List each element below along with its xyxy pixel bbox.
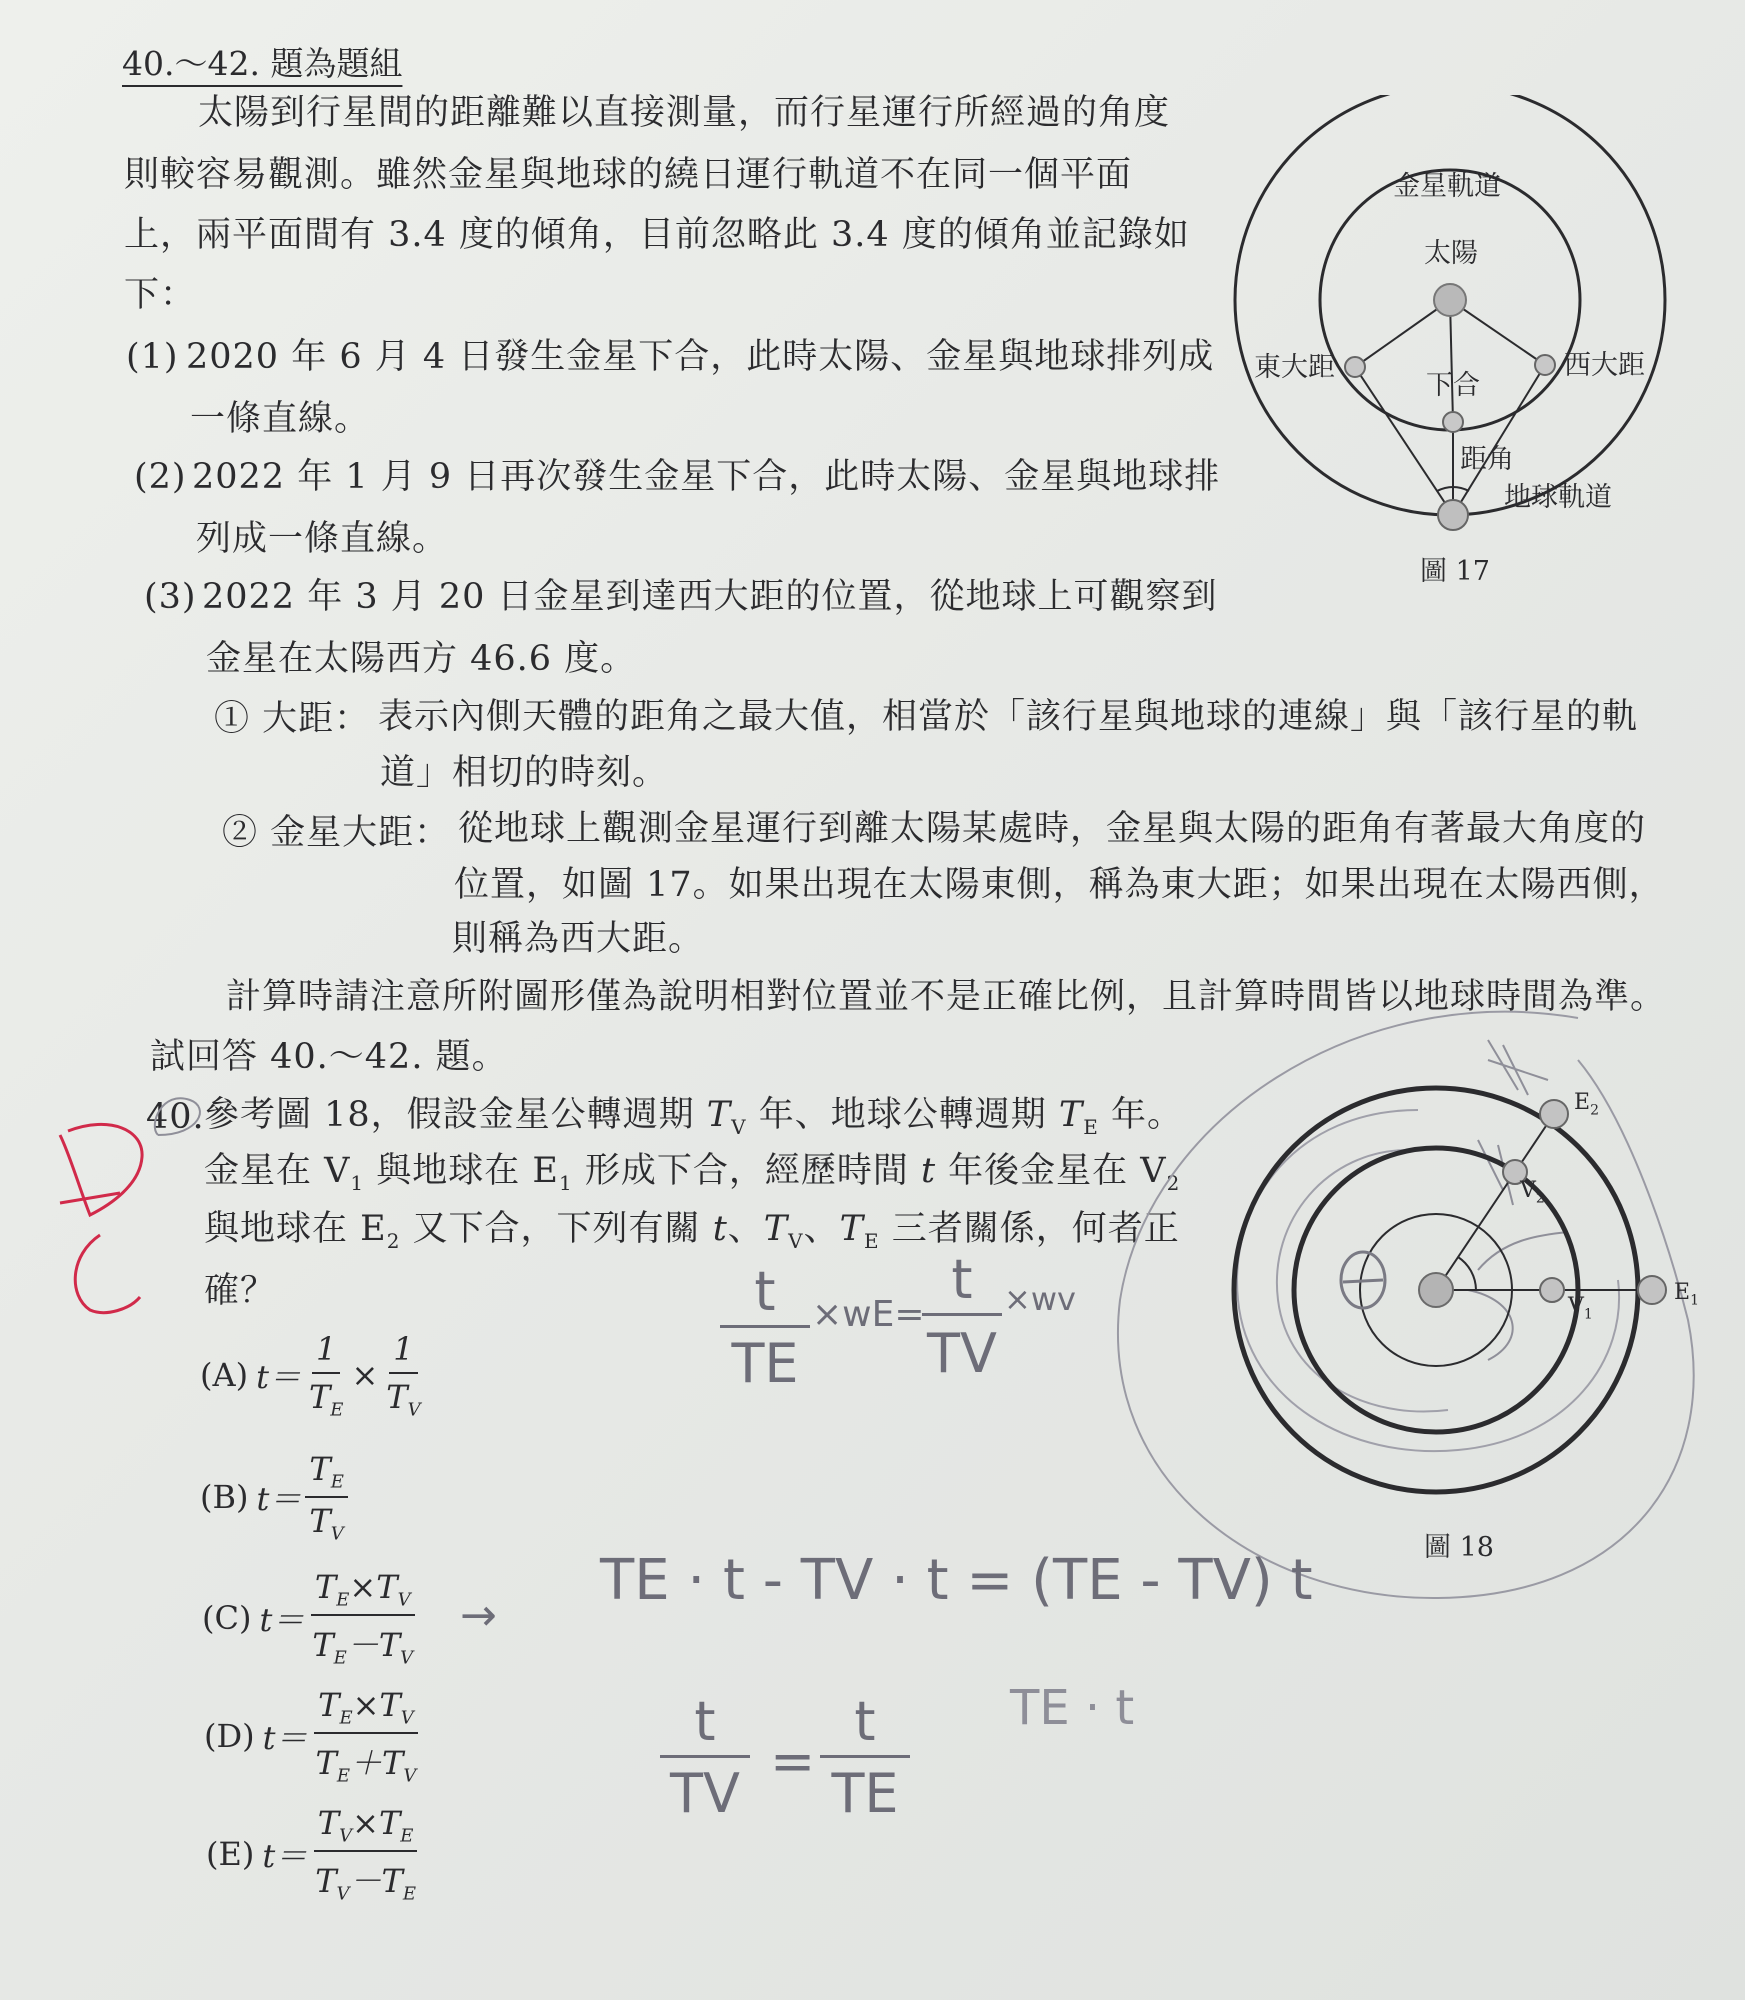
question-number: 40.	[146, 1097, 205, 1137]
record-2-line1: 2022 年 1 月 9 日再次發生金星下合，此時太陽、金星與地球排	[192, 457, 1221, 497]
fig17-east-label: 東大距	[1254, 352, 1335, 383]
record-3-line2: 金星在太陽西方 46.6 度。	[206, 639, 637, 679]
note-1-line1: 表示內側天體的距角之最大值，相當於「該行星與地球的連線」與「該行星的軌	[378, 697, 1639, 737]
record-1-label: (1)	[126, 337, 179, 377]
east-elongation-marker	[1345, 357, 1365, 377]
record-1-line2: 一條直線。	[190, 399, 371, 439]
question-line-4: 確？	[204, 1271, 277, 1311]
sun-marker	[1419, 1273, 1453, 1307]
handwritten-arrow: →	[460, 1590, 497, 1641]
fig18-e1-label: $E_1$	[1674, 1280, 1699, 1309]
handwritten-equation-2: TE · t - TV · t = (TE - TV) t	[600, 1548, 1313, 1613]
earth-marker	[1438, 500, 1468, 530]
e2-marker	[1540, 1100, 1568, 1128]
intro-line-1: 太陽到行星間的距離難以直接測量，而行星運行所經過的角度	[198, 93, 1171, 133]
option-b-fraction: $\frac{T_E}{T_V}$	[305, 1450, 347, 1545]
answer-prompt: 試回答 40.～42. 題。	[150, 1037, 508, 1077]
option-a-fraction-2: $\frac{1}{T_V}$	[386, 1330, 421, 1421]
e1-marker	[1638, 1276, 1666, 1304]
figure-18-diagram	[1108, 1000, 1738, 1610]
record-3-label: (3)	[144, 577, 197, 617]
question-line-2: 金星在 $V_1$ 與地球在 $E_1$ 形成下合，經歷時間 t 年後金星在 $V_2$	[204, 1151, 1181, 1195]
option-a-fraction-1: $\frac{1}{T_E}$	[308, 1330, 344, 1421]
record-2-line2: 列成一條直線。	[196, 519, 449, 559]
option-a[interactable]: (A) t＝ $\frac{1}{T_E}$ × $\frac{1}{T_V}$	[200, 1330, 429, 1420]
option-c-fraction: $\frac{T_E\times T_V}{T_E-T_V}$	[312, 1568, 414, 1669]
option-e-fraction: $\frac{T_V\times T_E}{T_V-T_E}$	[315, 1804, 417, 1905]
section-header: 40.～42. 題為題組	[122, 44, 403, 83]
option-e[interactable]: (E) t＝ $\frac{T_V\times T_E}{T_V-T_E}$	[206, 1804, 424, 1905]
intro-line-3: 上，兩平面間有 3.4 度的傾角，目前忽略此 3.4 度的傾角並記錄如	[124, 215, 1190, 255]
option-d-fraction: $\frac{T_E\times T_V}{T_E+T_V}$	[315, 1686, 417, 1787]
note-1-label: ① 大距：	[214, 699, 371, 739]
question-line-1: 參考圖 18，假設金星公轉週期 $T_V$ 年、地球公轉週期 $T_E$ 年。	[204, 1095, 1183, 1139]
fig17-earth-orbit-label: 地球軌道	[1504, 482, 1612, 513]
red-pen-marks	[50, 1085, 220, 1315]
handwritten-equation-3: t TV = t TE	[660, 1690, 1080, 1840]
v1-marker	[1540, 1278, 1564, 1302]
inferior-conjunction-marker	[1443, 412, 1463, 432]
figure-18-caption: 圖 18	[1424, 1532, 1494, 1563]
note-2-line1: 從地球上觀測金星運行到離太陽某處時，金星與太陽的距角有著最大角度的	[458, 809, 1647, 849]
option-b[interactable]: (B) t＝ $\frac{T_E}{T_V}$	[200, 1450, 352, 1545]
option-c[interactable]: (C) t＝ $\frac{T_E\times T_V}{T_E-T_V}$	[202, 1568, 421, 1669]
record-3-line1: 2022 年 3 月 20 日金星到達西大距的位置，從地球上可觀察到	[202, 577, 1218, 617]
question-line-3: 與地球在 $E_2$ 又下合，下列有關 t、$T_V$、$T_E$ 三者關係，何者正	[204, 1209, 1180, 1253]
fig18-v1-label: $V_1$	[1568, 1294, 1593, 1323]
sun-marker	[1434, 284, 1466, 316]
record-1-line1: 2020 年 6 月 4 日發生金星下合，此時太陽、金星與地球排列成	[186, 337, 1215, 377]
figure-17-caption: 圖 17	[1420, 556, 1490, 587]
fig18-e2-label: $E_2$	[1574, 1090, 1599, 1119]
fig17-west-label: 西大距	[1564, 350, 1645, 381]
note-2-line3: 則稱為西大距。	[452, 919, 705, 959]
note-2-label: ② 金星大距：	[222, 813, 451, 853]
calc-note: 計算時請注意所附圖形僅為說明相對位置並不是正確比例，且計算時間皆以地球時間為準。	[226, 977, 1667, 1017]
fig17-inferior-label: 下合	[1426, 370, 1480, 401]
fig18-v2-label: $V_2$	[1520, 1178, 1545, 1207]
handwritten-equation-1: t TE ×wE= t TV ×wv	[700, 1260, 1120, 1420]
option-d[interactable]: (D) t＝ $\frac{T_E\times T_V}{T_E+T_V}$	[204, 1686, 424, 1787]
handwritten-side-note: TE · t	[1010, 1680, 1135, 1736]
note-1-line2: 道」相切的時刻。	[380, 753, 669, 793]
intro-line-2: 則較容易觀測。雖然金星與地球的繞日運行軌道不在同一個平面	[124, 155, 1133, 195]
fig17-elongation-label: 距角	[1460, 444, 1514, 475]
record-2-label: (2)	[134, 457, 187, 497]
intro-line-4: 下：	[124, 275, 197, 315]
fig17-sun-label: 太陽	[1424, 238, 1478, 269]
fig17-venus-orbit-label: 金星軌道	[1393, 171, 1501, 202]
west-elongation-marker	[1535, 355, 1555, 375]
note-2-line2: 位置，如圖 17。如果出現在太陽東側，稱為東大距；如果出現在太陽西側，	[454, 865, 1665, 905]
